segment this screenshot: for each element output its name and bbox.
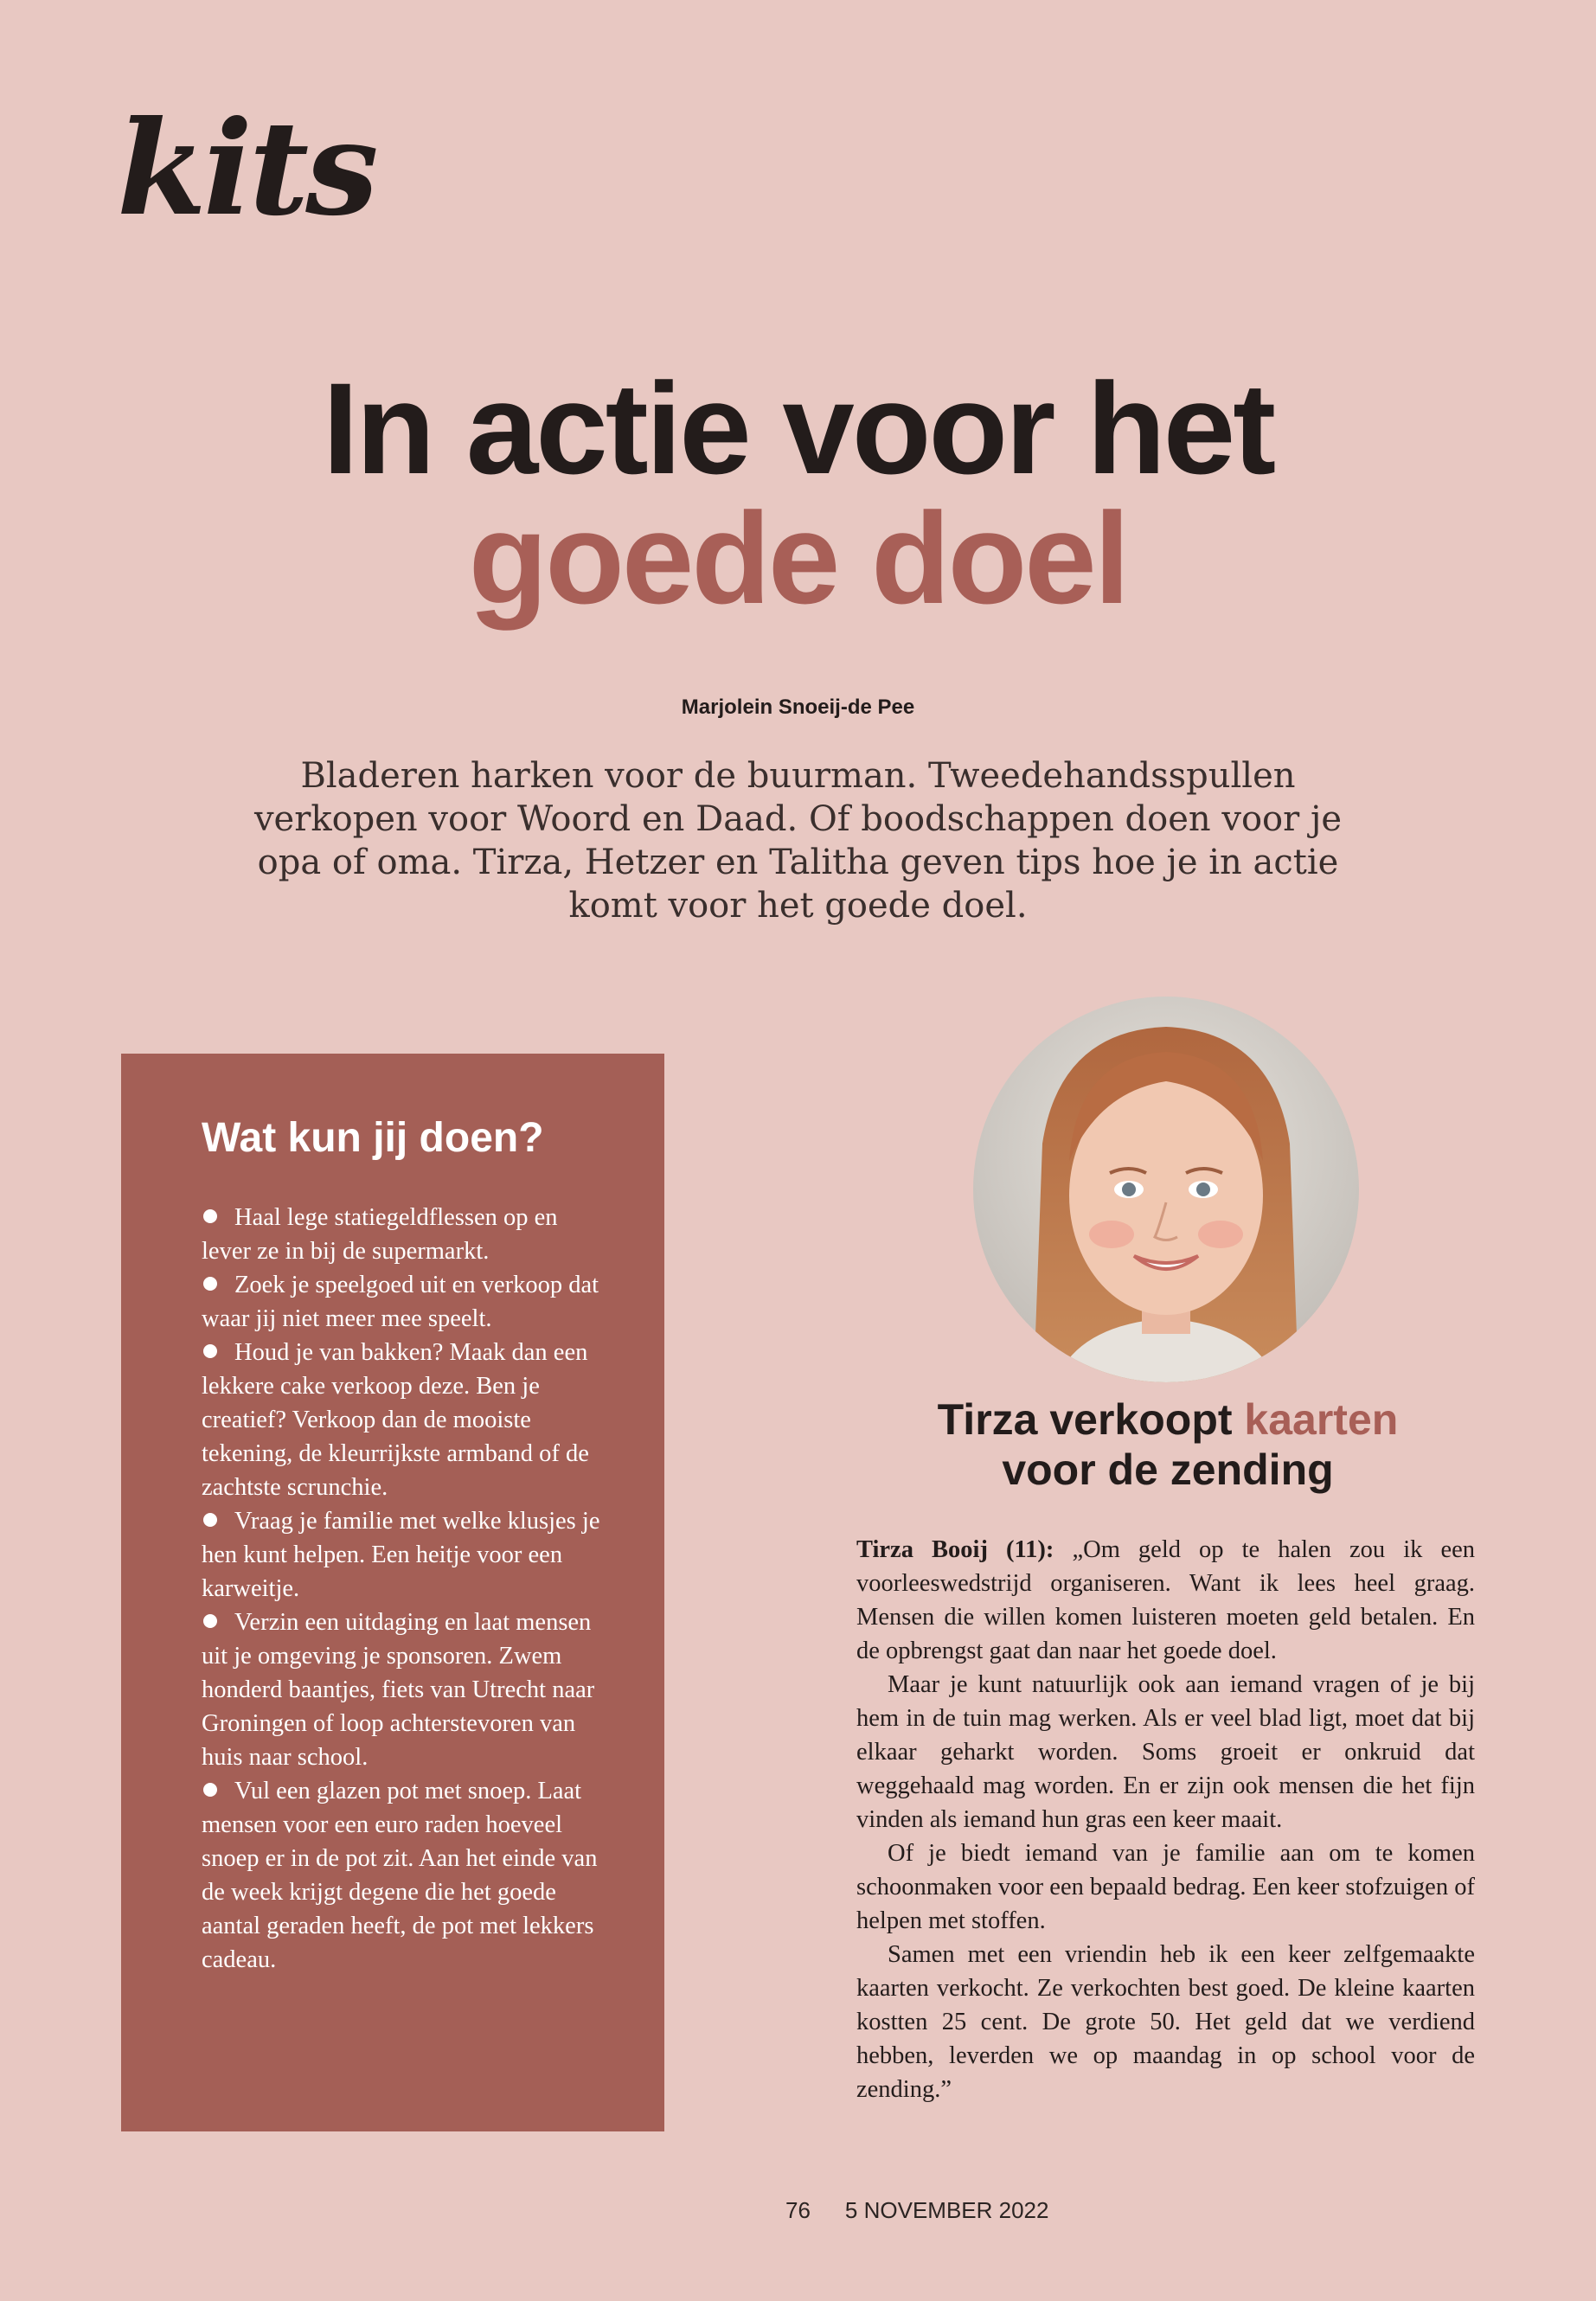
bullet-icon: [203, 1344, 217, 1358]
list-item: Zoek je speelgoed uit en verkoop dat waar jij niet meer mee speelt.: [202, 1272, 599, 1332]
portrait-photo: [973, 997, 1359, 1382]
section-label: kits: [117, 93, 375, 245]
article-paragraph: Of je biedt iemand van je familie aan om te komen schoonmaken voor een bepaald bedrag. Een keer stofzuigen of helpen met stoffen.: [856, 1840, 1475, 1934]
headline-line-1: In actie voor het: [322, 356, 1274, 501]
bullet-icon: [203, 1783, 217, 1797]
page-footer: [785, 2197, 1048, 2224]
tips-list: [202, 1201, 612, 1977]
intro-paragraph: Bladeren harken voor de buurman. Tweedehandsspullen verkopen voor Woord en Daad. Of boodschappen doen voor je opa of oma. Tirza, Hetzer en Talitha geven tips hoe je in actie komt voor het goede doel.: [253, 756, 1343, 926]
page-number: 76: [785, 2197, 811, 2223]
list-item: Haal lege statiegeldflessen op en lever ze in bij de supermarkt.: [202, 1204, 558, 1265]
list-item: Houd je van bakken? Maak dan een lekkere cake verkoop deze. Ben je creatief? Verkoop dan de mooiste tekening, de kleurrijkste armband of de zachtste scrunchie.: [202, 1339, 589, 1501]
article-paragraph: Maar je kunt natuurlijk ook aan iemand vragen of je bij hem in de tuin mag werken. Als er veel blad ligt, moet dat bij elkaar geharkt worden. Soms groeit er onkruid dat weggehaald mag worden. En er zijn ook mensen die het fijn vinden als iemand hun gras een keer maait.: [856, 1671, 1475, 1833]
list-item: Vul een glazen pot met snoep. Laat mensen voor een euro raden hoeveel snoep er in de pot zit. Aan het einde van de week krijgt degene die het goede aantal geraden heeft, de pot met lekkers cadeau.: [202, 1778, 598, 1973]
bullet-icon: [203, 1513, 217, 1527]
speaker-name: Tirza Booij (11):: [856, 1536, 1054, 1563]
issue-date: 5 NOVEMBER 2022: [844, 2197, 1049, 2223]
girl-portrait-icon: [973, 997, 1359, 1382]
profile-article: [856, 1533, 1475, 2106]
bullet-icon: [203, 1277, 217, 1291]
profile-heading: Tirza verkoopt kaarten voor de zending: [937, 1395, 1399, 1494]
headline-line-2: goede doel: [468, 485, 1128, 631]
tips-box: [121, 1054, 664, 2131]
page-title: [0, 356, 1596, 631]
bullet-icon: [203, 1209, 217, 1223]
tips-box-title: Wat kun jij doen?: [202, 1115, 544, 1161]
list-item: Verzin een uitdaging en laat mensen uit je omgeving je sponsoren. Zwem honderd baantjes, fiets van Utrecht naar Groningen of loop achterstevoren van huis naar school.: [202, 1609, 595, 1771]
list-item: Vraag je familie met welke klusjes je hen kunt helpen. Een heitje voor een karweitje.: [202, 1508, 600, 1602]
author-byline: Marjolein Snoeij-de Pee: [681, 695, 915, 719]
bullet-icon: [203, 1614, 217, 1628]
article-paragraph: Samen met een vriendin heb ik een keer zelfgemaakte kaarten verkocht. Ze verkochten best goed. De kleine kaarten kostten 25 cent. De grote 50. Het geld dat we verdiend hebben, leverden we op maandag in op school voor de zending.”: [856, 1941, 1475, 2103]
article-paragraph: Tirza Booij (11): „Om geld op te halen zou ik een voorleeswedstrijd organiseren. Want ik lees heel graag. Mensen die willen komen luisteren moeten geld betalen. En de opbrengst gaat dan naar het goede doel.: [856, 1536, 1476, 1664]
